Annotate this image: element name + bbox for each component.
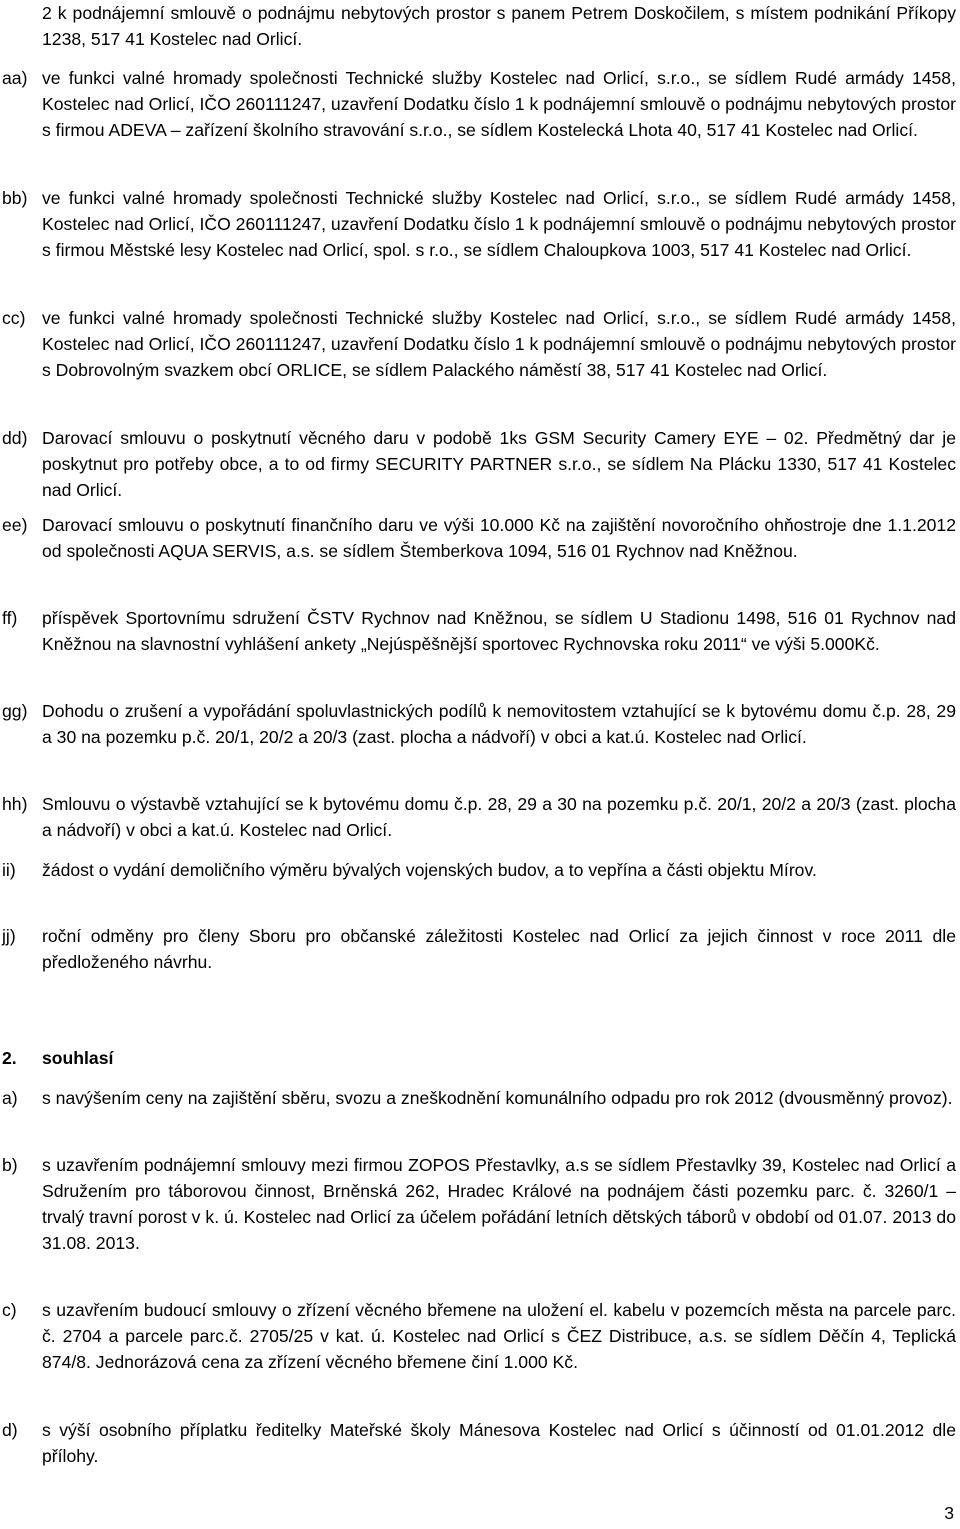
item-text: žádost o vydání demoličního výměru bývalých vojenských budov, a to vepřína a části objektu Mírov. bbox=[42, 860, 817, 880]
item-label: dd) bbox=[2, 428, 28, 448]
resolution-item-ff bbox=[0, 605, 956, 657]
item-text: s uzavřením budoucí smlouvy o zřízení věcného břemene na uložení el. kabelu v pozemcích města na parcele parc. č. 2704 a parcele parc.č. 2705/25 v kat. ú. Kostelec nad Orlicí s ČEZ Distribuce, a.s. se sídlem Děčín 4, Teplická 874/8. Jednorázová cena za zřízení věcného břemene činí 1.000 Kč. bbox=[42, 1300, 956, 1372]
item-text: Smlouvu o výstavbě vztahující se k bytovému domu č.p. 28, 29 a 30 na pozemku p.č. 20/1, 20/2 a 20/3 (zast. plocha a nádvoří) v obci a kat.ú. Kostelec nad Orlicí. bbox=[42, 794, 956, 840]
resolution-item-aa bbox=[0, 65, 956, 143]
item-text: ve funkci valné hromady společnosti Technické služby Kostelec nad Orlicí, s.r.o., se sídlem Rudé armády 1458, Kostelec nad Orlicí, IČO 260111247, uzavření Dodatku číslo 1 k podnájemní smlouvě o podnájmu nebytových prostor s Dobrovolným svazkem obcí ORLICE, se sídlem Palackého náměstí 38, 517 41 Kostelec nad Orlicí. bbox=[42, 308, 956, 380]
item-text: ve funkci valné hromady společnosti Technické služby Kostelec nad Orlicí, s.r.o., se sídlem Rudé armády 1458, Kostelec nad Orlicí, IČO 260111247, uzavření Dodatku číslo 1 k podnájemní smlouvě o podnájmu nebytových prostor s firmou ADEVA – zařízení školního stravování s.r.o., se sídlem Kostelecká Lhota 40, 517 41 Kostelec nad Orlicí. bbox=[42, 68, 956, 140]
resolution-item-cc bbox=[0, 305, 956, 383]
item-text: roční odměny pro členy Sboru pro občanské záležitosti Kostelec nad Orlicí za jejich činnost v roce 2011 dle předloženého návrhu. bbox=[42, 926, 956, 972]
item-label: c) bbox=[2, 1300, 17, 1320]
consent-item-b bbox=[0, 1152, 956, 1256]
resolution-item-dd bbox=[0, 425, 956, 503]
page-number: 3 bbox=[944, 1503, 954, 1523]
item-text: s výší osobního příplatku ředitelky Mateřské školy Mánesova Kostelec nad Orlicí s účinností od 01.01.2012 dle přílohy. bbox=[42, 1420, 956, 1466]
section-title: souhlasí bbox=[42, 1048, 114, 1068]
item-label: b) bbox=[2, 1155, 18, 1175]
item-text: s navýšením ceny na zajištění sběru, svozu a zneškodnění komunálního odpadu pro rok 2012 (dvousměnný provoz). bbox=[42, 1088, 953, 1108]
item-label: bb) bbox=[2, 188, 28, 208]
item-label: hh) bbox=[2, 794, 28, 814]
section-number: 2. bbox=[2, 1048, 17, 1068]
consent-item-c bbox=[0, 1297, 956, 1375]
resolution-item-ii bbox=[0, 857, 956, 883]
item-text: příspěvek Sportovnímu sdružení ČSTV Rychnov nad Kněžnou, se sídlem U Stadionu 1498, 516 01 Rychnov nad Kněžnou na slavnostní vyhlášení ankety „Nejúspěšnější sportovec Rychnovska roku 2011“ ve výši 5.000Kč. bbox=[42, 608, 956, 654]
continuation-text: 2 k podnájemní smlouvě o podnájmu nebytových prostor s panem Petrem Doskočilem, s místem podnikání Příkopy 1238, 517 41 Kostelec nad Orlicí. bbox=[42, 3, 956, 49]
item-label: a) bbox=[2, 1088, 18, 1108]
item-label: ee) bbox=[2, 515, 28, 535]
item-label: jj) bbox=[2, 926, 16, 946]
item-label: ff) bbox=[2, 608, 18, 628]
item-text: Darovací smlouvu o poskytnutí finančního daru ve výši 10.000 Kč na zajištění novoročního ohňostroje dne 1.1.2012 od společnosti AQUA SERVIS, a.s. se sídlem Štemberkova 1094, 516 01 Rychnov nad Kněžnou. bbox=[42, 515, 956, 561]
item-label: ii) bbox=[2, 860, 16, 880]
section-heading bbox=[2, 1045, 113, 1071]
item-label: d) bbox=[2, 1420, 18, 1440]
consent-item-d bbox=[0, 1417, 956, 1469]
item-label: aa) bbox=[2, 68, 28, 88]
item-text: Dohodu o zrušení a vypořádání spoluvlastnických podílů k nemovitostem vztahující se k bytovému domu č.p. 28, 29 a 30 na pozemku p.č. 20/1, 20/2 a 20/3 (zast. plocha a nádvoří) v obci a kat.ú. Kostelec nad Orlicí. bbox=[42, 701, 956, 747]
resolution-item-gg bbox=[0, 698, 956, 750]
consent-item-a bbox=[0, 1085, 956, 1111]
item-label: gg) bbox=[2, 701, 28, 721]
item-text: Darovací smlouvu o poskytnutí věcného daru v podobě 1ks GSM Security Camery EYE – 02. Předmětný dar je poskytnut pro potřeby obce, a to od firmy SECURITY PARTNER s.r.o., se sídlem Na Plácku 1330, 517 41 Kostelec nad Orlicí. bbox=[42, 428, 956, 500]
item-label: cc) bbox=[2, 308, 26, 328]
resolution-item-jj bbox=[0, 923, 956, 975]
item-text: ve funkci valné hromady společnosti Technické služby Kostelec nad Orlicí, s.r.o., se sídlem Rudé armády 1458, Kostelec nad Orlicí, IČO 260111247, uzavření Dodatku číslo 1 k podnájemní smlouvě o podnájmu nebytových prostor s firmou Městské lesy Kostelec nad Orlicí, spol. s r.o., se sídlem Chaloupkova 1003, 517 41 Kostelec nad Orlicí. bbox=[42, 188, 956, 260]
item-text: s uzavřením podnájemní smlouvy mezi firmou ZOPOS Přestavlky, a.s se sídlem Přestavlky 39, Kostelec nad Orlicí a Sdružením pro táborovou činnost, Brněnská 262, Hradec Králové na podnájem části pozemku parc. č. 3260/1 – trvalý travní porost v k. ú. Kostelec nad Orlicí za účelem pořádání letních dětských táborů v období od 01.07. 2013 do 31.08. 2013. bbox=[42, 1155, 956, 1253]
continuation-paragraph bbox=[0, 0, 956, 52]
resolution-item-ee bbox=[0, 512, 956, 564]
resolution-item-hh bbox=[0, 791, 956, 843]
resolution-item-bb bbox=[0, 185, 956, 263]
